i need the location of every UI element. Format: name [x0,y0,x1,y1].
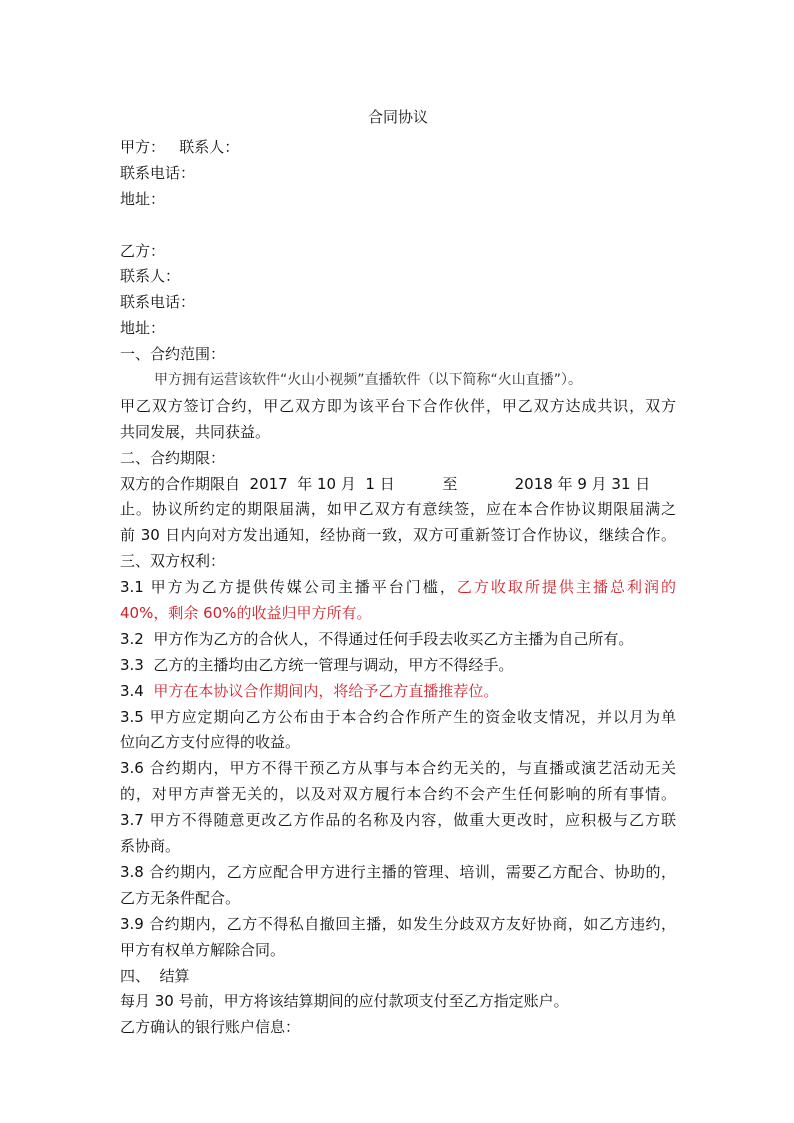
text-segment: 系协商。 [120,837,181,856]
text-segment: 甲方有权单方解除合同。 [120,940,286,959]
text-segment: 地址： [120,319,166,338]
text-segment: 乙方： [120,241,166,260]
text-segment: 3.5 甲方应定期向乙方公布由于本合约合作所产生的资金收支情况，并以月为单 [120,707,676,726]
text-line [120,679,676,705]
text-segment: 三、双方权利： [120,552,226,571]
text-line [120,290,676,316]
text-line [120,601,676,627]
text-line [120,342,676,368]
text-line [120,523,676,549]
blank-line [120,213,676,239]
text-line [120,446,676,472]
text-segment: 联系电话： [120,163,196,182]
text-segment: 每月 30 号前，甲方将该结算期间的应付款项支付至乙方指定账户。 [120,992,569,1011]
text-segment: 3.7 甲方不得随意更改乙方作品的名称及内容，做重大更改时，应积极与乙方联 [120,811,676,830]
text-line [120,187,676,213]
text-line [120,964,676,990]
text-segment: 共同发展，共同获益。 [120,422,271,441]
text-line [120,860,676,886]
text-line [120,756,676,782]
text-line [120,886,676,912]
text-line [120,316,676,342]
text-line [120,264,676,290]
text-line [120,938,676,964]
text-segment: 地址： [120,189,166,208]
text-segment: 四、 结算 [120,966,190,985]
text-segment: 3.1 甲方为乙方提供传媒公司主播平台门槛， [120,578,457,597]
text-segment: 联系电话： [120,293,196,312]
text-line [120,135,676,161]
highlighted-text: 乙方收取所提供主播总利润的 [456,578,677,597]
document-title: 合同协议 [367,108,428,126]
text-line [120,834,676,860]
document-body [120,135,676,1041]
text-line [120,472,676,498]
text-line [120,420,676,446]
text-segment: 止。协议所约定的期限届满，如甲乙双方有意续签，应在本合作协议期限届满之 [120,500,676,519]
text-segment: 的，对甲方声誉无关的，以及对双方履行本合约不会产生任何影响的所有事情。 [120,785,676,804]
highlighted-text: 40%，剩余 60%的收益归甲方所有。 [120,604,372,623]
highlighted-text: 甲方在本协议合作期间内，将给予乙方直播推荐位。 [153,681,499,700]
text-segment: 甲方拥有运营该软件“火山小视频”直播软件（以下简称“火山直播”）。 [154,372,583,389]
text-line [120,239,676,265]
text-line [120,575,676,601]
text-segment: 甲方： 联系人： [120,138,240,156]
text-segment: 乙方无条件配合。 [120,888,241,907]
text-segment: 3.3 乙方的主播均由乙方统一管理与调动，甲方不得经手。 [120,655,514,674]
text-line [120,394,676,420]
text-line [120,912,676,938]
contract-document [120,104,676,1041]
text-segment: 双方的合作期限自 2017 年 10 月 1 日 至 2018 年 9 月 31 日 [120,474,651,493]
text-segment: 联系人： [120,267,181,286]
text-line [120,989,676,1015]
text-segment: 位向乙方支付应得的收益。 [120,733,301,752]
text-line [120,1015,676,1041]
text-segment: 一、合约范围： [120,345,226,364]
text-segment: 乙方确认的银行账户信息： [120,1018,301,1037]
text-line [120,497,676,523]
text-line [120,730,676,756]
text-line [120,705,676,731]
text-line [120,161,676,187]
text-segment: 二、合约期限： [120,448,226,467]
text-line [120,653,676,679]
text-line [120,549,676,575]
text-line [120,782,676,808]
text-line [120,808,676,834]
text-line [120,368,676,394]
text-segment: 甲乙双方签订合约，甲乙双方即为该平台下合作伙伴，甲乙双方达成共识，双方 [120,396,676,415]
text-segment: 3.4 [120,681,154,700]
text-segment: 3.6 合约期内，甲方不得干预乙方从事与本合约无关的，与直播或演艺活动无关 [120,759,676,778]
text-segment: 3.8 合约期内，乙方应配合甲方进行主播的管理、培训，需要乙方配合、协助的， [120,862,676,881]
text-line [120,627,676,653]
text-segment: 3.9 合约期内，乙方不得私自撤回主播，如发生分歧双方友好协商，如乙方违约， [120,914,676,933]
text-segment: 3.2 甲方作为乙方的合伙人，不得通过任何手段去收买乙方主播为自己所有。 [120,629,634,648]
text-segment: 前 30 日内向对方发出通知，经协商一致，双方可重新签订合作协议，继续合作。 [120,526,676,545]
